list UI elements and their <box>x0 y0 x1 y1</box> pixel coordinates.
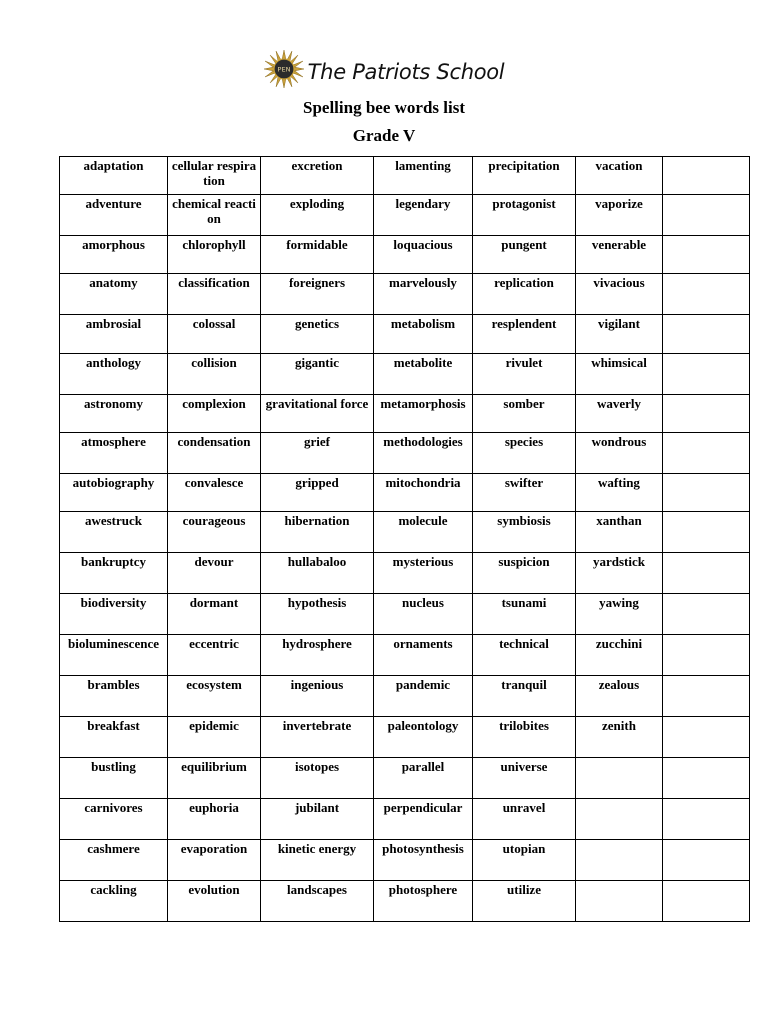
word-cell: ambrosial <box>60 315 168 354</box>
word-cell: equilibrium <box>168 758 261 799</box>
word-cell: gravitational force <box>261 395 374 433</box>
word-cell: anthology <box>60 354 168 395</box>
word-cell: cackling <box>60 881 168 922</box>
word-cell: brambles <box>60 676 168 717</box>
word-cell <box>663 315 750 354</box>
word-cell: venerable <box>576 236 663 274</box>
word-cell: symbiosis <box>473 512 576 553</box>
word-cell: bustling <box>60 758 168 799</box>
word-cell <box>663 433 750 474</box>
word-cell: trilobites <box>473 717 576 758</box>
word-cell: adventure <box>60 195 168 236</box>
word-cell <box>576 881 663 922</box>
table-row <box>60 594 750 635</box>
word-cell <box>663 717 750 758</box>
page-header <box>0 50 768 88</box>
word-cell: biodiversity <box>60 594 168 635</box>
word-cell: suspicion <box>473 553 576 594</box>
word-cell: unravel <box>473 799 576 840</box>
word-cell: metabolism <box>374 315 473 354</box>
table-row <box>60 474 750 512</box>
word-cell: courageous <box>168 512 261 553</box>
word-cell: vacation <box>576 157 663 195</box>
grade-label: Grade V <box>352 126 416 145</box>
word-cell: collision <box>168 354 261 395</box>
word-cell: vivacious <box>576 274 663 315</box>
word-cell: xanthan <box>576 512 663 553</box>
word-cell: isotopes <box>261 758 374 799</box>
word-cell: ecosystem <box>168 676 261 717</box>
word-cell: whimsical <box>576 354 663 395</box>
word-cell: tranquil <box>473 676 576 717</box>
word-cell: cashmere <box>60 840 168 881</box>
word-cell: molecule <box>374 512 473 553</box>
word-cell: gripped <box>261 474 374 512</box>
table-row <box>60 195 750 236</box>
word-cell: metabolite <box>374 354 473 395</box>
word-cell: rivulet <box>473 354 576 395</box>
word-cell: hydrosphere <box>261 635 374 676</box>
word-cell <box>663 881 750 922</box>
word-cell: carnivores <box>60 799 168 840</box>
word-cell <box>663 474 750 512</box>
school-logo-icon <box>264 50 304 88</box>
word-cell <box>663 157 750 195</box>
word-cell <box>663 274 750 315</box>
table-row <box>60 274 750 315</box>
word-cell: hypothesis <box>261 594 374 635</box>
word-cell <box>663 395 750 433</box>
word-cell: genetics <box>261 315 374 354</box>
word-cell <box>663 354 750 395</box>
logo-text: PEN <box>277 65 291 74</box>
table-row <box>60 635 750 676</box>
word-cell <box>663 676 750 717</box>
word-cell: cellular respiration <box>168 157 261 195</box>
word-cell: gigantic <box>261 354 374 395</box>
word-cell: wondrous <box>576 433 663 474</box>
word-cell: amorphous <box>60 236 168 274</box>
table-row <box>60 717 750 758</box>
word-cell: eccentric <box>168 635 261 676</box>
word-cell: nucleus <box>374 594 473 635</box>
word-cell <box>663 236 750 274</box>
word-cell: formidable <box>261 236 374 274</box>
word-cell: mitochondria <box>374 474 473 512</box>
word-cell: paleontology <box>374 717 473 758</box>
word-cell: grief <box>261 433 374 474</box>
word-cell: bioluminescence <box>60 635 168 676</box>
word-cell: evolution <box>168 881 261 922</box>
word-cell <box>663 635 750 676</box>
word-cell: lamenting <box>374 157 473 195</box>
word-cell: classification <box>168 274 261 315</box>
word-cell <box>576 799 663 840</box>
word-cell <box>663 758 750 799</box>
word-cell: utilize <box>473 881 576 922</box>
word-cell: foreigners <box>261 274 374 315</box>
word-cell: anatomy <box>60 274 168 315</box>
word-cell: precipitation <box>473 157 576 195</box>
word-cell <box>663 840 750 881</box>
table-row <box>60 553 750 594</box>
table-row <box>60 758 750 799</box>
word-cell: euphoria <box>168 799 261 840</box>
table-row <box>60 676 750 717</box>
word-cell: perpendicular <box>374 799 473 840</box>
word-cell: astronomy <box>60 395 168 433</box>
word-cell: colossal <box>168 315 261 354</box>
word-cell: metamorphosis <box>374 395 473 433</box>
word-cell: universe <box>473 758 576 799</box>
word-cell: somber <box>473 395 576 433</box>
word-cell: utopian <box>473 840 576 881</box>
word-cell: species <box>473 433 576 474</box>
word-cell: legendary <box>374 195 473 236</box>
word-cell <box>663 512 750 553</box>
word-cell <box>663 195 750 236</box>
word-cell: landscapes <box>261 881 374 922</box>
word-cell: vigilant <box>576 315 663 354</box>
table-row <box>60 236 750 274</box>
word-cell: pandemic <box>374 676 473 717</box>
table-row <box>60 512 750 553</box>
word-cell: adaptation <box>60 157 168 195</box>
word-cell: yardstick <box>576 553 663 594</box>
word-cell: invertebrate <box>261 717 374 758</box>
page-title: Spelling bee words list <box>303 98 465 117</box>
word-cell: devour <box>168 553 261 594</box>
word-cell <box>576 758 663 799</box>
word-cell: marvelously <box>374 274 473 315</box>
table-row <box>60 315 750 354</box>
table-row <box>60 799 750 840</box>
word-cell: technical <box>473 635 576 676</box>
word-cell: complexion <box>168 395 261 433</box>
word-cell: breakfast <box>60 717 168 758</box>
word-cell: ingenious <box>261 676 374 717</box>
word-cell: excretion <box>261 157 374 195</box>
word-cell <box>663 799 750 840</box>
table-row <box>60 354 750 395</box>
word-cell: zucchini <box>576 635 663 676</box>
spelling-words-table <box>59 156 750 922</box>
word-cell: awestruck <box>60 512 168 553</box>
word-cell: kinetic energy <box>261 840 374 881</box>
word-cell: tsunami <box>473 594 576 635</box>
word-cell: wafting <box>576 474 663 512</box>
word-cell: evaporation <box>168 840 261 881</box>
word-cell: jubilant <box>261 799 374 840</box>
word-cell: replication <box>473 274 576 315</box>
word-cell: autobiography <box>60 474 168 512</box>
word-cell: zealous <box>576 676 663 717</box>
word-cell: mysterious <box>374 553 473 594</box>
word-cell: resplendent <box>473 315 576 354</box>
table-row <box>60 395 750 433</box>
word-cell: vaporize <box>576 195 663 236</box>
school-name: The Patriots School <box>307 60 505 84</box>
table-row <box>60 840 750 881</box>
word-cell: methodologies <box>374 433 473 474</box>
word-cell: pungent <box>473 236 576 274</box>
table-row <box>60 433 750 474</box>
word-cell: condensation <box>168 433 261 474</box>
word-cell: ornaments <box>374 635 473 676</box>
word-cell: waverly <box>576 395 663 433</box>
word-cell: zenith <box>576 717 663 758</box>
word-cell: atmosphere <box>60 433 168 474</box>
word-cell: convalesce <box>168 474 261 512</box>
word-cell: parallel <box>374 758 473 799</box>
word-cell: yawing <box>576 594 663 635</box>
word-cell: hibernation <box>261 512 374 553</box>
word-cell: swifter <box>473 474 576 512</box>
word-cell: chlorophyll <box>168 236 261 274</box>
word-cell: loquacious <box>374 236 473 274</box>
word-cell <box>663 594 750 635</box>
word-cell: hullabaloo <box>261 553 374 594</box>
table-row <box>60 157 750 195</box>
word-cell <box>663 553 750 594</box>
word-cell: dormant <box>168 594 261 635</box>
table-row <box>60 881 750 922</box>
word-cell: chemical reaction <box>168 195 261 236</box>
word-cell: epidemic <box>168 717 261 758</box>
word-cell: protagonist <box>473 195 576 236</box>
word-cell: exploding <box>261 195 374 236</box>
word-cell: photosphere <box>374 881 473 922</box>
word-cell <box>576 840 663 881</box>
word-cell: photosynthesis <box>374 840 473 881</box>
word-cell: bankruptcy <box>60 553 168 594</box>
